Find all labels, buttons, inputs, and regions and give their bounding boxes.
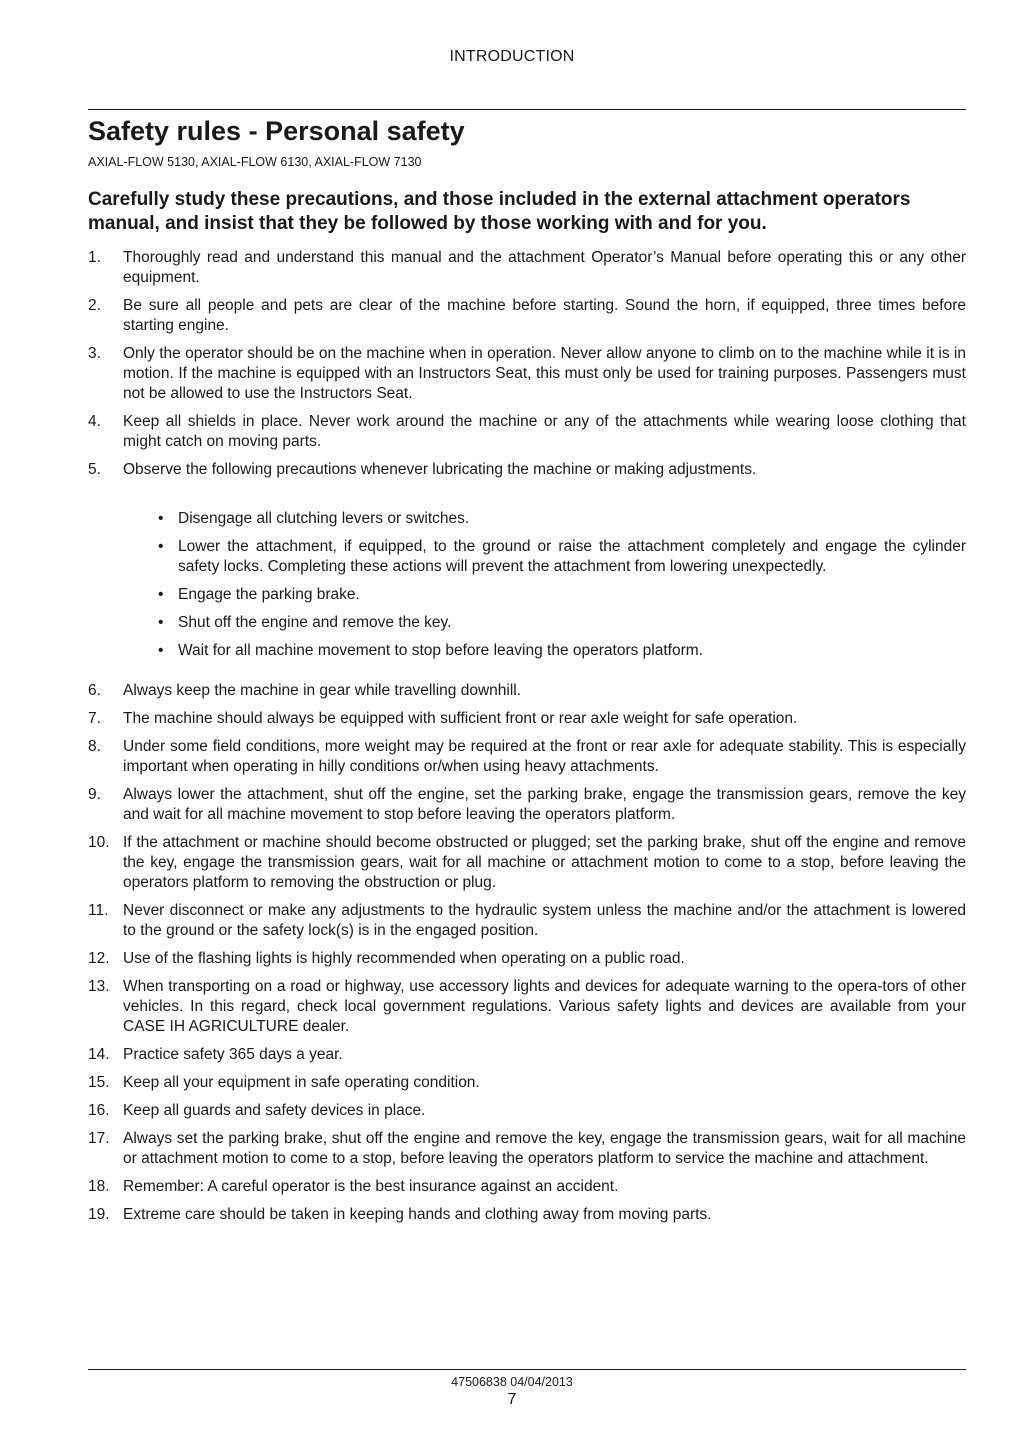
- item-text: Use of the flashing lights is highly recommended when operating on a public road.: [123, 950, 685, 967]
- list-item: [88, 977, 966, 1037]
- bullet-icon: •: [158, 642, 164, 659]
- item-number: 13.: [88, 978, 110, 995]
- item-text: Observe the following precautions whenever lubricating the machine or making adjustments.: [123, 461, 757, 478]
- item-number: 11.: [88, 902, 109, 919]
- item-number: 7.: [88, 710, 101, 727]
- list-item: [88, 1045, 966, 1065]
- item-number: 1.: [88, 249, 101, 266]
- model-list: AXIAL-FLOW 5130, AXIAL-FLOW 6130, AXIAL-FLOW 7130: [88, 155, 422, 169]
- item-text: Always set the parking brake, shut off the engine and remove the key, engage the transmission gears, wait for all machine or attachment motion to come to a stop, before leaving the operators platform to service the machine and attachment.: [123, 1130, 966, 1167]
- bullet-item: [88, 641, 966, 661]
- bullet-item: [88, 585, 966, 605]
- item-number: 14.: [88, 1046, 110, 1063]
- item-text: When transporting on a road or highway, use accessory lights and devices for adequate warning to the opera-tors of other vehicles. In this regard, check local government regulations. Various safety lights and devices are available from your CASE IH AGRICULTURE dealer.: [123, 978, 966, 1035]
- list-item: [88, 296, 966, 336]
- item-number: 4.: [88, 413, 101, 430]
- list-item: [88, 1101, 966, 1121]
- list-item: [88, 785, 966, 825]
- item-text: Thoroughly read and understand this manual and the attachment Operator’s Manual before operating this or any other equipment.: [123, 249, 966, 286]
- bullet-text: Shut off the engine and remove the key.: [178, 614, 452, 631]
- bullet-text: Lower the attachment, if equipped, to the ground or raise the attachment completely and engage the cylinder safety locks. Completing these actions will prevent the attachment from lowering unexpectedly.: [178, 538, 966, 575]
- list-item: [88, 1129, 966, 1169]
- item-text: Under some field conditions, more weight may be required at the front or rear axle for adequate stability. This is especially important when operating in hilly conditions or/when using heavy attachments.: [123, 738, 966, 775]
- list-item: [88, 412, 966, 452]
- item-text: Be sure all people and pets are clear of the machine before starting. Sound the horn, if equipped, three times before starting engine.: [123, 297, 966, 334]
- item-text: Keep all shields in place. Never work around the machine or any of the attachments while wearing loose clothing that might catch on moving parts.: [123, 413, 966, 450]
- intro-paragraph: Carefully study these precautions, and those included in the external attachment operators manual, and insist that they be followed by those working with and for you.: [88, 189, 911, 234]
- list-item: [88, 949, 966, 969]
- item-text: Never disconnect or make any adjustments to the hydraulic system unless the machine and/or the attachment is lowered to the ground or the safety lock(s) is in the engaged position.: [123, 902, 966, 939]
- list-item: [88, 460, 966, 480]
- bullet-icon: •: [158, 614, 164, 631]
- bullet-item: [88, 613, 966, 633]
- item-number: 8.: [88, 738, 101, 755]
- footer-rule: [88, 1369, 966, 1370]
- list-item: [88, 344, 966, 404]
- header-rule: [88, 109, 966, 110]
- bullet-text: Engage the parking brake.: [178, 586, 360, 603]
- item-text: Extreme care should be taken in keeping hands and clothing away from moving parts.: [123, 1206, 712, 1223]
- page-content: [88, 112, 966, 1233]
- item-number: 6.: [88, 682, 101, 699]
- item-text: Always lower the attachment, shut off the engine, set the parking brake, engage the transmission gears, remove the key and wait for all machine movement to stop before leaving the operators platform.: [123, 786, 966, 823]
- running-header: INTRODUCTION: [449, 48, 575, 65]
- page-title: Safety rules - Personal safety: [88, 116, 465, 146]
- bullet-item: [88, 509, 966, 529]
- item-number: 12.: [88, 950, 110, 967]
- item-text: Practice safety 365 days a year.: [123, 1046, 343, 1063]
- item-text: Keep all your equipment in safe operating condition.: [123, 1074, 480, 1091]
- item-number: 15.: [88, 1074, 110, 1091]
- item-text: Only the operator should be on the machine when in operation. Never allow anyone to climb on to the machine while it is in motion. If the machine is equipped with an Instructors Seat, this must only be used for training purposes. Passengers must not be allowed to use the Instructors Seat.: [123, 345, 966, 402]
- item-number: 2.: [88, 297, 101, 314]
- bullet-text: Disengage all clutching levers or switches.: [178, 510, 470, 527]
- item-number: 3.: [88, 345, 101, 362]
- bullet-text: Wait for all machine movement to stop before leaving the operators platform.: [178, 642, 703, 659]
- item-number: 16.: [88, 1102, 110, 1119]
- item-text: If the attachment or machine should become obstructed or plugged; set the parking brake, shut off the engine and remove the key, engage the transmission gears, wait for all machine or attachment motion to come to a stop, before leaving the operators platform to removing the obstruction or plug.: [123, 834, 966, 891]
- item-number: 18.: [88, 1178, 110, 1195]
- item-number: 10.: [88, 834, 110, 851]
- item-text: Keep all guards and safety devices in place.: [123, 1102, 426, 1119]
- item-number: 17.: [88, 1130, 110, 1147]
- item-text: The machine should always be equipped with sufficient front or rear axle weight for safe operation.: [123, 710, 798, 727]
- safety-list-part1: [88, 248, 966, 480]
- item-text: Remember: A careful operator is the best insurance against an accident.: [123, 1178, 619, 1195]
- document-code: 47506838 04/04/2013: [451, 1375, 573, 1389]
- list-item: [88, 1073, 966, 1093]
- item-number: 5.: [88, 461, 101, 478]
- bullet-icon: •: [158, 510, 164, 527]
- list-item: [88, 833, 966, 893]
- list-item: [88, 1205, 966, 1225]
- list-item: [88, 248, 966, 288]
- list-item: [88, 737, 966, 777]
- item-text: Always keep the machine in gear while travelling downhill.: [123, 682, 522, 699]
- precaution-bullets: [88, 509, 966, 661]
- safety-list-part2: [88, 681, 966, 1225]
- item-number: 9.: [88, 786, 101, 803]
- list-item: [88, 709, 966, 729]
- item-number: 19.: [88, 1206, 110, 1223]
- list-item: [88, 681, 966, 701]
- bullet-icon: •: [158, 538, 164, 555]
- bullet-icon: •: [158, 586, 164, 603]
- bullet-item: [88, 537, 966, 577]
- list-item: [88, 1177, 966, 1197]
- list-item: [88, 901, 966, 941]
- page-number: 7: [507, 1391, 517, 1408]
